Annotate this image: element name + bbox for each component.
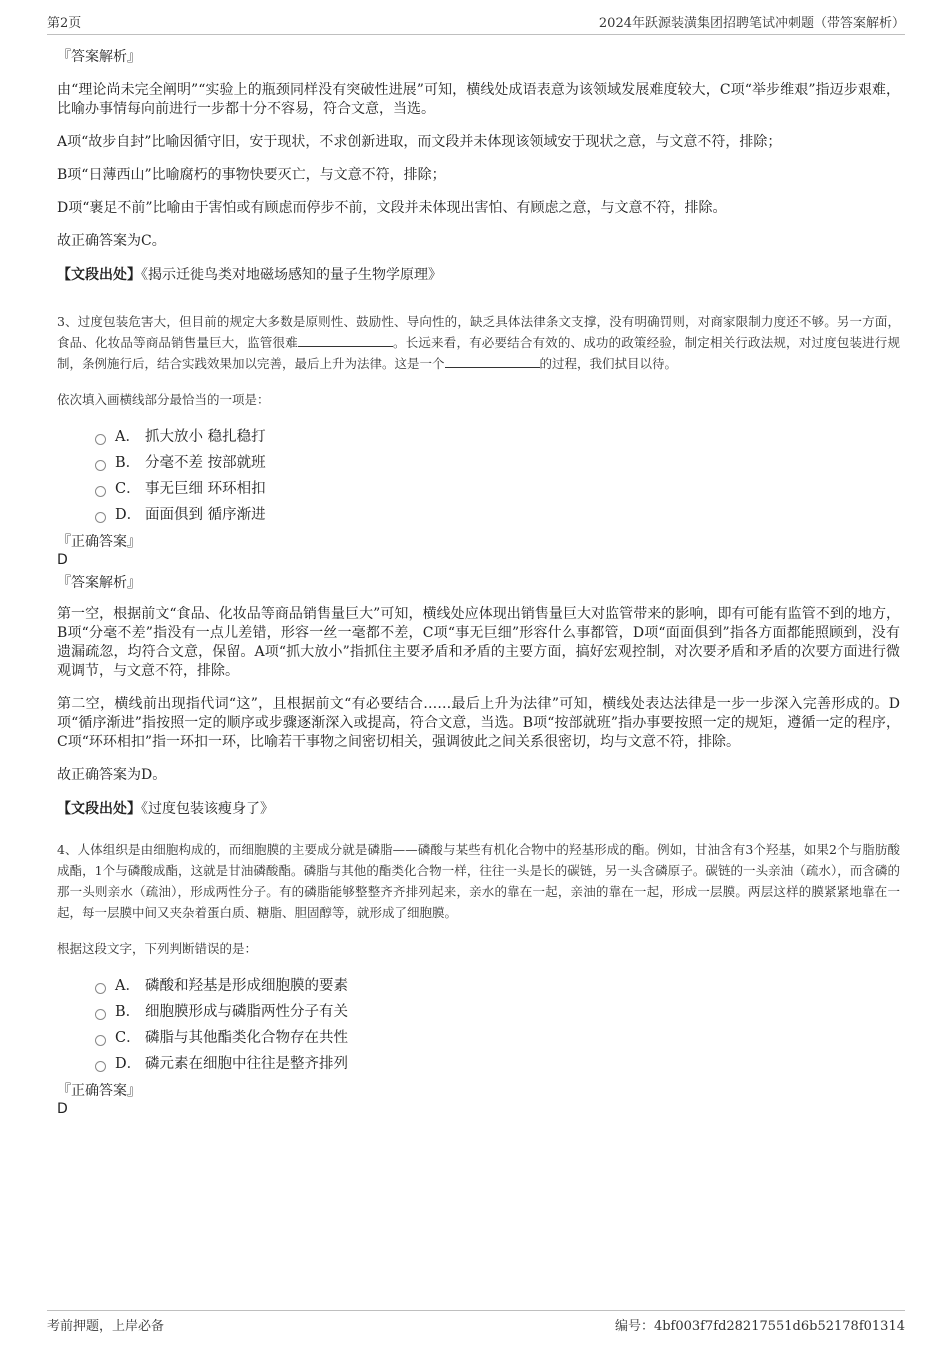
- option-key: A．: [115, 429, 140, 445]
- stem-text: 。长远来看，有必要结合有效的、成功的政策经验，制定相关行政法规，对过度包装进行规制，条例施行后，结合实践效果加以完善，最后上升为法律。这是一个: [57, 335, 900, 371]
- option-list: [57, 973, 900, 1077]
- option-key: B．: [115, 1004, 141, 1020]
- stem-text: 3、过度包装危害大，但目前的规定大多数是原则性、鼓励性、导向性的，缺乏具体法律条文支撑，没有明确罚则，对商家限制力度还不够。另一方面，食品、化妆品等商品销售量巨大，监管很难: [57, 314, 900, 350]
- source-label: 【文段出处】: [57, 267, 141, 283]
- source-title: 《过度包装该瘦身了》: [141, 801, 274, 817]
- analysis-label: 『答案解析』: [57, 575, 141, 591]
- correct-answer: D: [57, 552, 68, 568]
- option-a[interactable]: [95, 973, 900, 999]
- question-prompt: 根据这段文字，下列判断错误的是：: [57, 941, 258, 956]
- radio-button[interactable]: [95, 1061, 106, 1072]
- source-title: 《揭示迁徙鸟类对地磁场感知的量子生物学原理》: [141, 267, 442, 283]
- radio-button[interactable]: [95, 460, 106, 471]
- radio-button[interactable]: [95, 434, 106, 445]
- option-text: 磷脂与其他酯类化合物存在共性: [145, 1030, 348, 1046]
- analysis-paragraph: 由“理论尚未完全阐明”“实验上的瓶颈同样没有突破性进展”可知，横线处成语表意为该领域发展难度较大，C项“举步维艰”指迈步艰难，比喻办事情每向前进行一步都十分不容易，符合文意，当选。: [57, 82, 900, 117]
- analysis-paragraph: B项“日薄西山”比喻腐朽的事物快要灭亡，与文意不符，排除；: [57, 167, 446, 183]
- page-footer: [47, 1310, 905, 1334]
- option-d[interactable]: [95, 502, 900, 528]
- question-prompt: 依次填入画横线部分最恰当的一项是：: [57, 392, 270, 407]
- option-list: [57, 424, 900, 528]
- page-content: [57, 47, 900, 1118]
- option-c[interactable]: [95, 1025, 900, 1051]
- page-header: [47, 12, 905, 35]
- option-text: 面面俱到 循序渐进: [145, 507, 266, 523]
- option-key: C．: [115, 481, 141, 497]
- option-b[interactable]: [95, 450, 900, 476]
- question-stem: 4、人体组织是由细胞构成的，而细胞膜的主要成分就是磷脂——磷酸与某些有机化合物中的羟基形成的酯。例如，甘油含有3个羟基，如果2个与脂肪酸成酯，1个与磷酸成酯，这就是甘油磷酸酯。磷脂与其他的酯类化合物一样，往往一头是长的碳链，另一头含磷原子。碳链的一头亲油（疏水），而含磷的那一头则亲水（疏油），形成两性分子。有的磷脂能够整整齐齐排列起来，亲水的靠在一起，亲油的靠在一起，形成一层膜。两层这样的膜紧紧地靠在一起，每一层膜中间又夹杂着蛋白质、糖脂、胆固醇等，就形成了细胞膜。: [57, 842, 900, 920]
- radio-button[interactable]: [95, 983, 106, 994]
- option-d[interactable]: [95, 1051, 900, 1077]
- source-label: 【文段出处】: [57, 801, 141, 817]
- option-text: 细胞膜形成与磷脂两性分子有关: [145, 1004, 348, 1020]
- option-text: 磷酸和羟基是形成细胞膜的要素: [145, 978, 348, 994]
- stem-text: 的过程，我们拭目以待。: [539, 356, 678, 371]
- correct-answer-label: 『正确答案』: [57, 534, 141, 550]
- source-citation: [57, 799, 900, 819]
- option-text: 分毫不差 按部就班: [145, 455, 266, 471]
- option-text: 磷元素在细胞中往往是整齐排列: [145, 1056, 348, 1072]
- document-code: 编号：4bf003f7fd28217551d6b52178f01314: [614, 1319, 905, 1334]
- analysis-paragraph: 第二空，横线前出现指代词“这”，且根据前文“有必要结合……最后上升为法律”可知，横线处表达法律是一步一步深入完善形成的。D项“循序渐进”指按照一定的顺序或步骤逐渐深入或提高，符合文意，当选。B项“按部就班”指办事要按照一定的规矩，遵循一定的程序，C项“环环相扣”指一环扣一环，比喻若干事物之间密切相关，强调彼此之间关系很密切，均与文意不符，排除。: [57, 696, 900, 750]
- option-key: A．: [115, 978, 140, 994]
- footer-slogan: 考前押题，上岸必备: [47, 1319, 165, 1334]
- document-title: 2024年跃源装潢集团招聘笔试冲刺题（带答案解析）: [598, 16, 905, 31]
- analysis-paragraph: D项“裹足不前”比喻由于害怕或有顾虑而停步不前，文段并未体现出害怕、有顾虑之意，与文意不符，排除。: [57, 200, 727, 216]
- fill-blank: [298, 334, 393, 347]
- correct-answer-label: 『正确答案』: [57, 1083, 141, 1099]
- analysis-paragraph: A项“故步自封”比喻因循守旧，安于现状，不求创新进取，而文段并未体现该领域安于现状之意，与文意不符，排除；: [57, 134, 782, 150]
- radio-button[interactable]: [95, 486, 106, 497]
- question-stem: [57, 311, 900, 374]
- option-text: 事无巨细 环环相扣: [145, 481, 266, 497]
- analysis-paragraph: 第一空，根据前文“食品、化妆品等商品销售量巨大”可知，横线处应体现出销售量巨大对监管带来的影响，即有可能有监管不到的地方，B项“分毫不差”指没有一点儿差错，形容一丝一毫都不差，C项“事无巨细”形容什么事都管，D项“面面俱到”指各方面都能照顾到，没有遗漏疏忽，均符合文意，保留。A项“抓大放小”指抓住主要矛盾和矛盾的主要方面，搞好宏观控制，对次要矛盾和矛盾的次要方面进行微观调节，与文意不符，排除。: [57, 606, 900, 679]
- conclusion-text: 故正确答案为D。: [57, 767, 167, 783]
- correct-answer: D: [57, 1101, 68, 1117]
- option-b[interactable]: [95, 999, 900, 1025]
- radio-button[interactable]: [95, 1009, 106, 1020]
- fill-blank: [445, 355, 540, 368]
- page-number: 第2页: [47, 16, 82, 31]
- radio-button[interactable]: [95, 512, 106, 523]
- option-key: D．: [115, 1056, 142, 1072]
- conclusion-text: 故正确答案为C。: [57, 233, 166, 249]
- option-a[interactable]: [95, 424, 900, 450]
- option-key: B．: [115, 455, 141, 471]
- option-key: D．: [115, 507, 142, 523]
- source-citation: [57, 265, 900, 285]
- analysis-label: 『答案解析』: [57, 49, 141, 65]
- option-key: C．: [115, 1030, 141, 1046]
- radio-button[interactable]: [95, 1035, 106, 1046]
- option-text: 抓大放小 稳扎稳打: [145, 429, 266, 445]
- option-c[interactable]: [95, 476, 900, 502]
